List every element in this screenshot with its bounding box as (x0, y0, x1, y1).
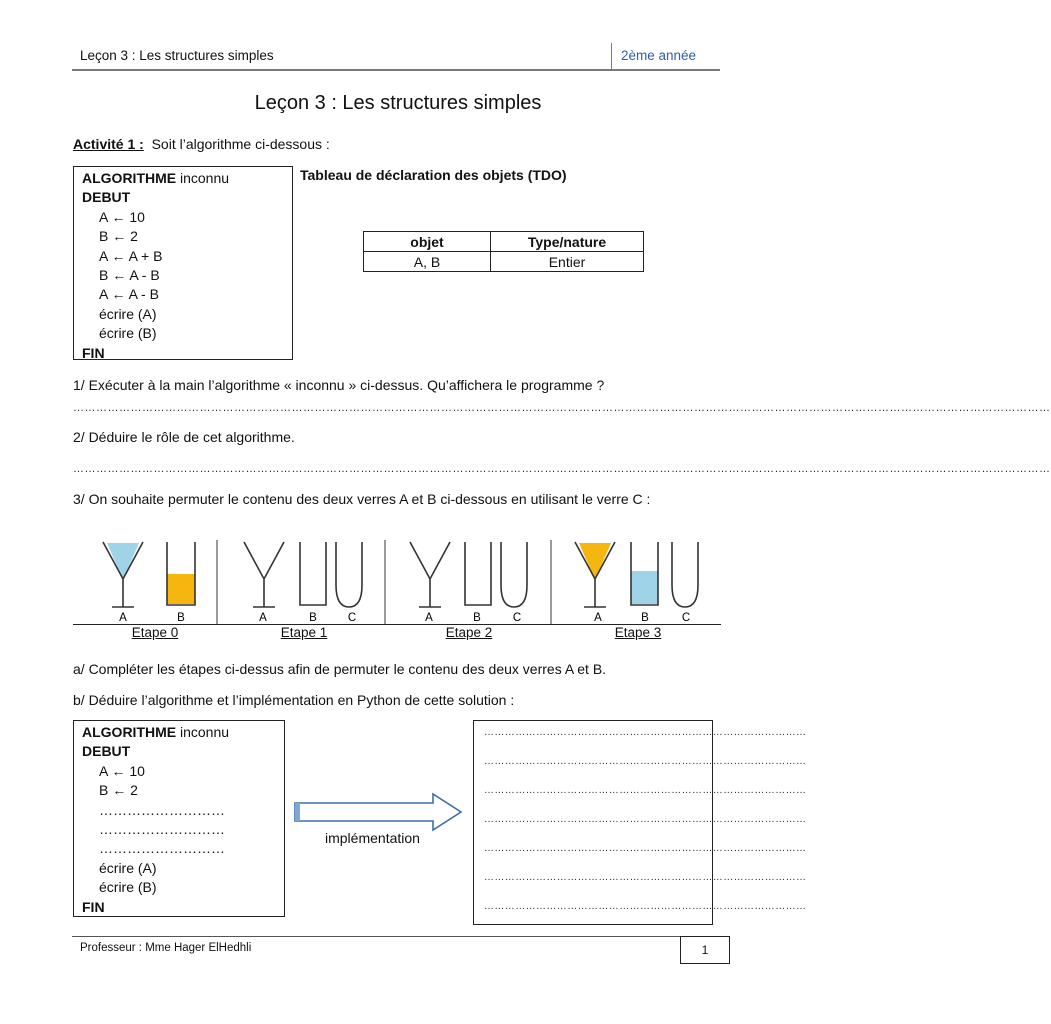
algo1-line: A ← 10 (99, 208, 145, 225)
algo2-blank-line[interactable]: ……………………… (99, 801, 225, 818)
glass-a-label: A (425, 612, 433, 624)
page-title: Leçon 3 : Les structures simples (254, 92, 542, 114)
glass-a-label: A (259, 612, 267, 624)
algo1-end: FIN (82, 344, 105, 361)
header-rule (72, 69, 720, 71)
tdo-cell-type: Entier (491, 252, 644, 272)
tdo-header-type: Type/nature (491, 232, 644, 252)
algo2-line: écrire (A) (99, 859, 157, 876)
algo2-line: B ← 2 (99, 782, 138, 799)
glass-a-label: A (594, 612, 602, 624)
etape-1-label: Etape 1 (280, 625, 328, 640)
algo1-line: écrire (B) (99, 325, 157, 342)
algo1-keyword: ALGORITHME (82, 170, 177, 186)
implementation-label: implémentation (325, 830, 420, 846)
algo2-line: écrire (B) (99, 879, 157, 896)
glass-c-icon (501, 542, 527, 607)
glass-b-icon (465, 542, 491, 605)
question-b: b/ Déduire l’algorithme et l’implémentation en Python de cette solution : (73, 692, 515, 708)
algorithm-box-1 (73, 166, 293, 360)
algo1-name: inconnu (180, 170, 230, 186)
header-lesson-title: Leçon 3 : Les structures simples (80, 48, 274, 63)
python-answer-line[interactable]: ………………………………………………………………………………… (484, 814, 807, 825)
glass-b-label: B (309, 612, 317, 624)
algo2-keyword: ALGORITHME (82, 724, 177, 740)
glass-c-icon (672, 542, 698, 607)
algo2-line: A ← 10 (99, 762, 145, 779)
python-answer-line[interactable]: ………………………………………………………………………………… (484, 727, 807, 738)
tdo-cell-objet: A, B (364, 252, 491, 272)
header-year: 2ème année (621, 48, 697, 63)
algorithm-box-2 (73, 720, 285, 917)
python-answer-line[interactable]: ………………………………………………………………………………… (484, 785, 807, 796)
glass-a-icon (244, 542, 284, 607)
header-divider (611, 43, 612, 69)
question-2: 2/ Déduire le rôle de cet algorithme. (73, 429, 295, 445)
algo1-begin: DEBUT (82, 189, 131, 206)
algo2-end: FIN (82, 898, 105, 915)
activity-label: Activité 1 : (73, 136, 144, 152)
algo2-name: inconnu (180, 724, 230, 740)
glass-a-icon (410, 542, 450, 607)
algo1-line: B ← A - B (99, 267, 160, 284)
activity-heading (73, 136, 330, 152)
algo2-begin: DEBUT (82, 743, 131, 760)
python-answer-line[interactable]: ………………………………………………………………………………… (484, 756, 807, 767)
glass-a-liquid (107, 543, 139, 579)
tdo-title: Tableau de déclaration des objets (TDO) (300, 167, 567, 183)
etape-2-glasses (410, 542, 527, 624)
etape-3-glasses (575, 542, 698, 624)
answer-line-1[interactable]: ………………………………………………………………………………………………………………………………………………………………………………………………………………………………… (73, 402, 1051, 414)
question-a: a/ Compléter les étapes ci-dessus afin de permuter le contenu des deux verres A et B. (73, 661, 607, 677)
etape-0-glasses (103, 542, 195, 624)
implementation-arrow-icon (293, 792, 465, 832)
glass-b-liquid (167, 574, 195, 604)
etape-2-label: Etape 2 (445, 625, 493, 640)
glass-b-label: B (641, 612, 649, 624)
glasses-figure (73, 535, 723, 625)
activity-text: Soit l’algorithme ci-dessous : (151, 136, 330, 152)
etape-1-glasses (244, 542, 362, 624)
glass-c-icon (336, 542, 362, 607)
glass-a-liquid (579, 543, 611, 579)
glass-a-label: A (119, 612, 127, 624)
algo1-line: A ← A + B (99, 247, 163, 264)
glass-c-label: C (347, 612, 357, 624)
algo1-line: A ← A - B (99, 286, 159, 303)
glass-b-liquid (631, 571, 658, 604)
glass-c-label: C (681, 612, 691, 624)
question-3: 3/ On souhaite permuter le contenu des deux verres A et B ci-dessous en utilisant le verre C : (73, 491, 651, 507)
algo1-line: B ← 2 (99, 228, 138, 245)
algo2-blank-line[interactable]: ……………………… (99, 840, 225, 857)
page-number: 1 (680, 936, 730, 964)
glass-b-label: B (177, 612, 185, 624)
glass-c-label: C (512, 612, 522, 624)
question-1: 1/ Exécuter à la main l’algorithme « inconnu » ci-dessus. Qu’affichera le programme ? (73, 377, 605, 393)
python-answer-line[interactable]: ………………………………………………………………………………… (484, 901, 807, 912)
answer-line-2[interactable]: ………………………………………………………………………………………………………………………………………………………………………………………………………………………………… (73, 463, 1051, 475)
glass-b-icon (300, 542, 326, 605)
algo1-line: écrire (A) (99, 305, 157, 322)
glass-b-label: B (473, 612, 481, 624)
python-answer-line[interactable]: ………………………………………………………………………………… (484, 843, 807, 854)
footer-teacher: Professeur : Mme Hager ElHedhli (80, 942, 252, 954)
etape-0-label: Etape 0 (131, 625, 179, 640)
tdo-table (363, 231, 644, 272)
python-answer-line[interactable]: ………………………………………………………………………………… (484, 872, 807, 883)
algo2-blank-line[interactable]: ……………………… (99, 821, 225, 838)
etape-3-label: Etape 3 (614, 625, 662, 640)
footer-rule (72, 936, 720, 937)
tdo-header-objet: objet (364, 232, 491, 252)
